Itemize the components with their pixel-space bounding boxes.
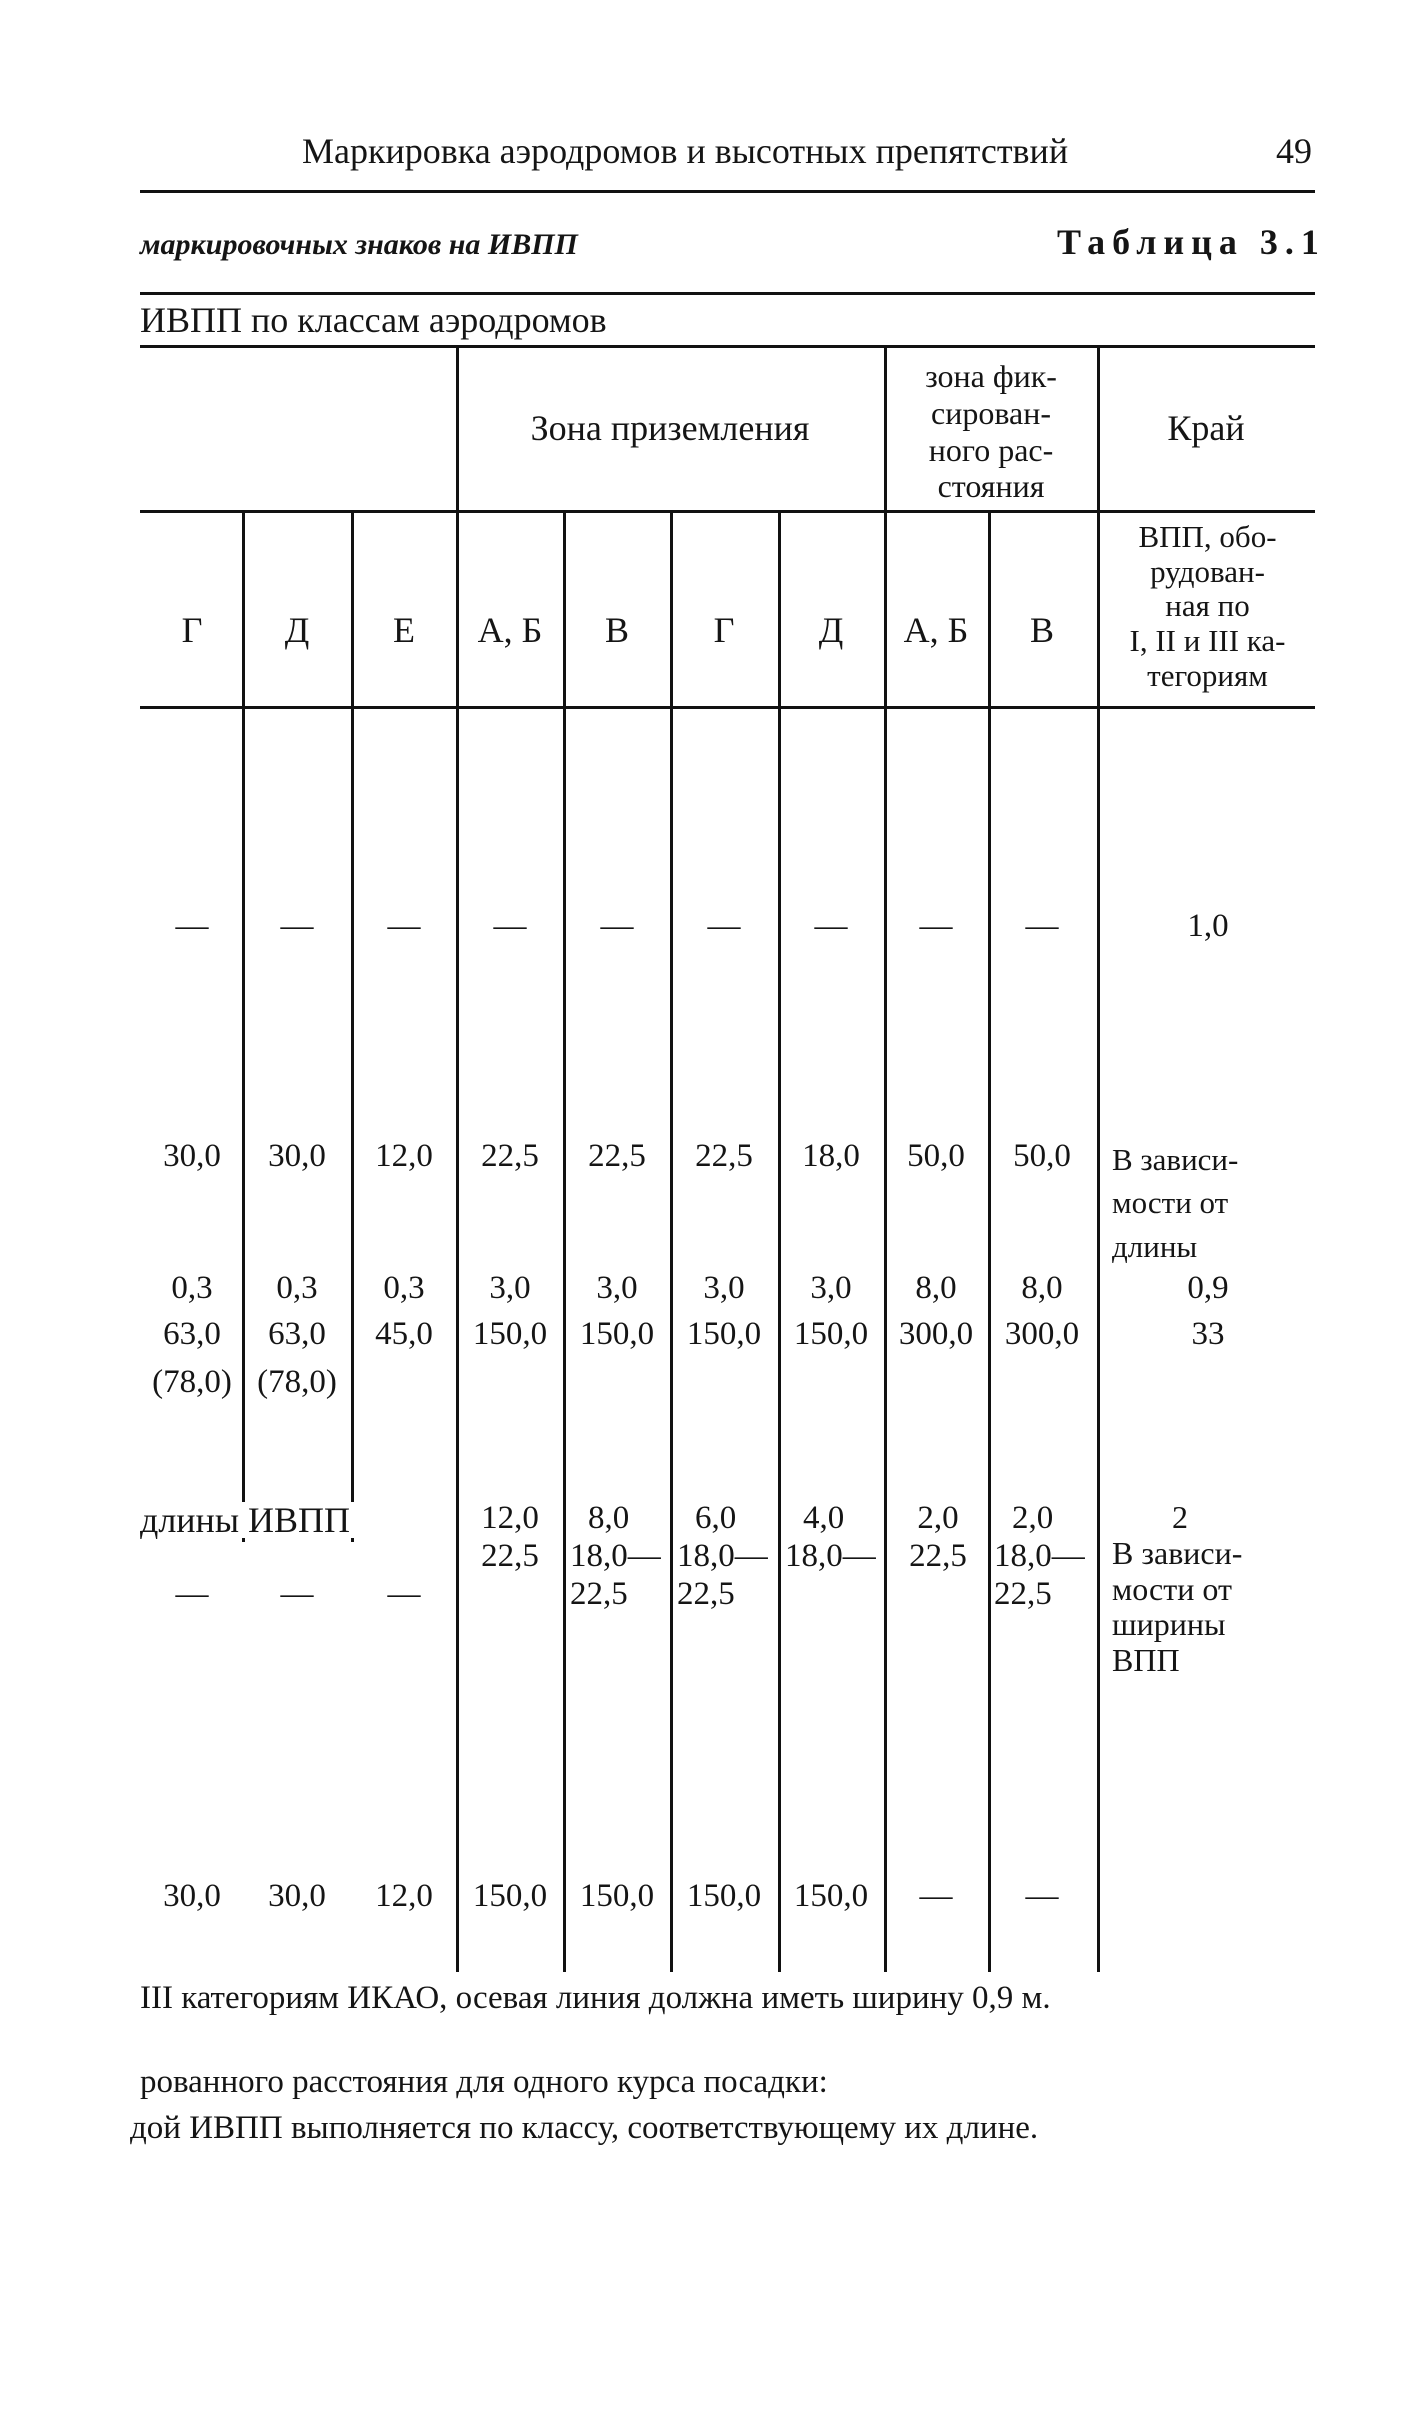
touchdown-zone-header: Зона приземления <box>530 408 810 448</box>
table-cell: 300,0 <box>1004 1316 1080 1352</box>
table-cell: 150,0 <box>793 1878 869 1914</box>
table-cell: 12,0 <box>375 1878 433 1914</box>
table-cell: 1,0 <box>1187 908 1229 944</box>
subheader-rule <box>140 706 1315 709</box>
table-cell: 63,0 <box>163 1316 221 1352</box>
column-header: Д <box>284 610 310 650</box>
column-divider <box>456 345 459 1972</box>
table-cell: 150,0 <box>472 1878 548 1914</box>
table-cell: — <box>1025 908 1059 944</box>
table-cell: 50,0 <box>1013 1138 1071 1174</box>
table-cell: 150,0 <box>472 1316 548 1352</box>
table-cell: 45,0 <box>375 1316 433 1352</box>
table-cell: 3,0 <box>810 1270 852 1306</box>
footnote-line: дой ИВПП выполняется по классу, соответствующему их длине. <box>130 2110 1039 2146</box>
column-header: Д <box>818 610 844 650</box>
column-divider <box>351 512 354 1542</box>
table-cell: 50,0 <box>907 1138 965 1174</box>
table-cell: 63,0 <box>268 1316 326 1352</box>
table-cell: — <box>280 908 314 944</box>
table-cell: 3,0 <box>703 1270 745 1306</box>
table-cell: — <box>175 1576 209 1612</box>
table-cell: — <box>493 908 527 944</box>
column-header: А, Б <box>903 610 969 650</box>
group-rule <box>140 345 1315 348</box>
column-divider <box>242 512 245 1542</box>
header-rule <box>140 190 1315 193</box>
table-cell: 0,9 <box>1187 1270 1229 1306</box>
column-header: В <box>1029 610 1055 650</box>
footnote-line: рованного расстояния для одного курса посадки: <box>140 2064 828 2100</box>
table-cell: 30,0 <box>268 1878 326 1914</box>
column-divider <box>988 512 991 1972</box>
column-header: Г <box>713 610 735 650</box>
group-label: ИВПП по классам аэродромов <box>140 300 607 340</box>
table-cell: 30,0 <box>163 1878 221 1914</box>
table-cell: — <box>600 908 634 944</box>
table-cell: — <box>814 908 848 944</box>
table-cell: 150,0 <box>579 1316 655 1352</box>
column-divider <box>884 345 887 1972</box>
table-cell: — <box>919 1878 953 1914</box>
table-cell: — <box>1025 1878 1059 1914</box>
column-divider <box>778 512 781 1972</box>
table-cell: — <box>387 1576 421 1612</box>
table-cell: 150,0 <box>686 1316 762 1352</box>
running-head: Маркировка аэродромов и высотных препятствий <box>302 131 1069 171</box>
table-cell: 2,0 22,5 <box>909 1500 967 1574</box>
edge-note-width: 2 В зависи- мости от ширины ВПП <box>1112 1499 1243 1679</box>
table-cell: 3,0 <box>596 1270 638 1306</box>
table-top-rule <box>140 292 1315 295</box>
table-cell: — <box>387 908 421 944</box>
table-cell: — <box>919 908 953 944</box>
table-cell: — <box>707 908 741 944</box>
column-header: В <box>604 610 630 650</box>
table-cell: 150,0 <box>579 1878 655 1914</box>
table-cell: 3,0 <box>489 1270 531 1306</box>
table-cell: 30,0 <box>268 1138 326 1174</box>
table-cell: 12,0 <box>375 1138 433 1174</box>
edge-header: Край <box>1167 408 1245 448</box>
table-cell: 300,0 <box>898 1316 974 1352</box>
column-header: Е <box>393 610 415 650</box>
table-cell: 6,0 18,0— 22,5 <box>677 1500 768 1612</box>
table-cell: — <box>175 908 209 944</box>
fixed-distance-header: зона фик- сирован- ного рас- стояния <box>925 358 1057 505</box>
table-cell: 0,3 <box>276 1270 318 1306</box>
table-cell: 22,5 <box>695 1138 753 1174</box>
table-cell: (78,0) <box>257 1364 337 1400</box>
table-cell: 18,0 <box>802 1138 860 1174</box>
column-header: А, Б <box>477 610 543 650</box>
span-label-runway-length: длины ИВПП <box>140 1502 354 1538</box>
table-cell: 8,0 18,0— 22,5 <box>570 1500 661 1612</box>
edge-subheader: ВПП, обо- рудован- ная по I, II и III ка- тегориям <box>1129 519 1286 693</box>
table-cell: — <box>280 1576 314 1612</box>
table-cell: 30,0 <box>163 1138 221 1174</box>
table-cell: 8,0 <box>915 1270 957 1306</box>
footnote-line: III категориям ИКАО, осевая линия должна иметь ширину 0,9 м. <box>140 1980 1051 2016</box>
table-cell: 2,0 18,0— 22,5 <box>994 1500 1085 1612</box>
table-cell: 12,0 22,5 <box>481 1500 539 1574</box>
table-cell: 150,0 <box>793 1316 869 1352</box>
column-divider <box>670 512 673 1972</box>
table-number: Таблица 3.1 <box>1057 222 1326 262</box>
column-header: Г <box>181 610 203 650</box>
table-cell: 22,5 <box>481 1138 539 1174</box>
table-caption-left: маркировочных знаков на ИВПП <box>140 228 578 261</box>
header-row-rule <box>140 510 1315 513</box>
table-cell: 0,3 <box>171 1270 213 1306</box>
table-cell: 22,5 <box>588 1138 646 1174</box>
page-number: 49 <box>1276 131 1312 171</box>
table-cell: 0,3 <box>383 1270 425 1306</box>
column-divider <box>563 512 566 1972</box>
table-cell: 8,0 <box>1021 1270 1063 1306</box>
table-cell: 150,0 <box>686 1878 762 1914</box>
table-cell: 33 <box>1191 1316 1225 1352</box>
edge-note-length: В зависи- мости от длины <box>1112 1142 1239 1264</box>
table-cell: 4,0 18,0— <box>785 1500 876 1574</box>
table-cell: (78,0) <box>152 1364 232 1400</box>
